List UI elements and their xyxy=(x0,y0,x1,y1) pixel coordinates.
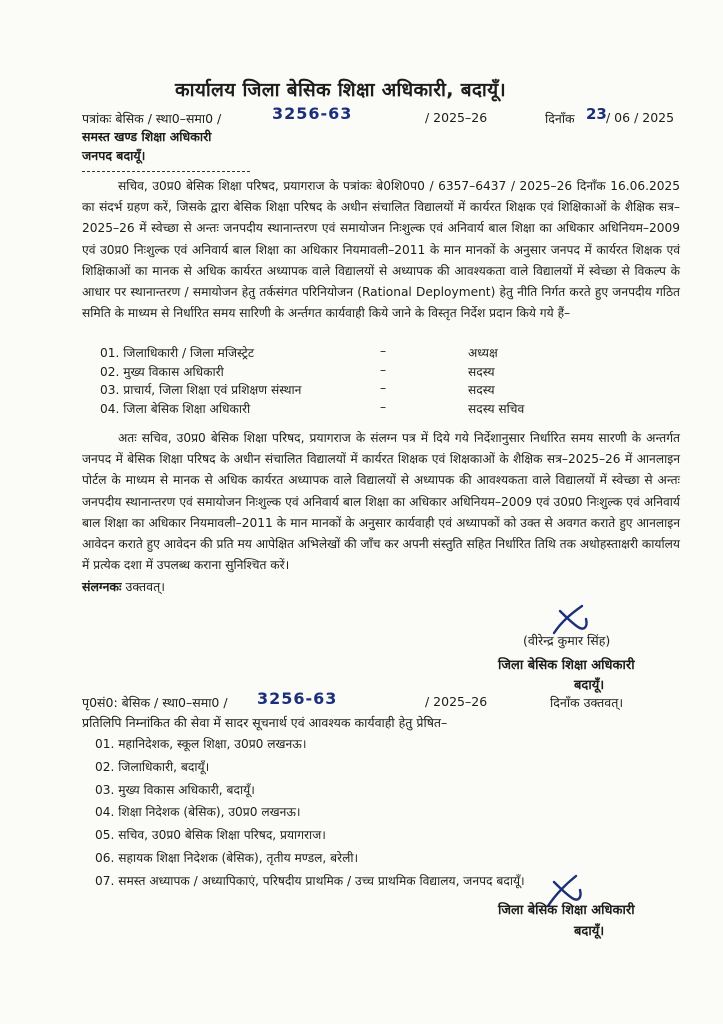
recipient-item: 04. शिक्षा निदेशक (बेसिक), उ0प्र0 लखनऊ। xyxy=(95,805,301,820)
signatory-place: बदायूँ। xyxy=(574,678,605,693)
date-rest: / 06 / 2025 xyxy=(606,110,675,125)
recipient-item: 05. सचिव, उ0प्र0 बेसिक शिक्षा परिषद, प्रयागराज। xyxy=(95,828,326,843)
addressee-divider xyxy=(82,171,250,172)
copy-date: दिनाँक उक्तवत्। xyxy=(550,695,624,710)
copy-intro: प्रतिलिपि निम्नांकित की सेवा में सादर सूचनार्थ एवं आवश्यक कार्यवाही हेतु प्रेषित– xyxy=(82,715,448,730)
recipient-item: 03. मुख्य विकास अधिकारी, बदायूँ। xyxy=(95,782,255,797)
body-paragraph-2-text: अतः सचिव, उ0प्र0 बेसिक शिक्षा परिषद, प्रयागराज के संलग्न पत्र में दिये गये निर्देशानुसार निर्धारित समय सारणी के अन्तर्गत जनपद में बेसिक शिक्षा परिषद के अधीन संचालित विद्यालयों में कार्यरत शिक्षक एवं शिक्षकाओं के शैक्षिक सत्र–2025–26 में आनलाइन पोर्टल के माध्यम से मानक से अधिक कार्यरत अध्यापक वाले विद्यालयों से अध्यापक की आवश्यकता वाले विद्यालयों में स्वेच्छा से अन्तः जनपदीय स्थानान्तरण एवं समायोजन निःशुल्क एवं अनिवार्य बाल शिक्षा का अधिकार अधिनियम–2009 एवं उ0प्र0 निःशुल्क एवं अनिवार्य बाल शिक्षा का अधिकार नियमावली–2011 के मान मानकों के अनुसार कार्यवाही एवं अध्यापकों को उक्त से अवगत कराते हुए आनलाइन आवेदन कराते हुए आवेदन की प्रति मय आपेक्षित अभिलेखों की जाँच कर अपनी संस्तुति सहित निर्धारित तिथि तक अधोहस्ताक्षरी कार्यालय में प्रत्येक दशा में उपलब्ध कराना सुनिश्चित करें। xyxy=(82,431,680,573)
signatory-name: (वीरेन्द्र कुमार सिंह) xyxy=(523,633,611,648)
recipient-item: 01. महानिदेशक, स्कूल शिक्षा, उ0प्र0 लखनऊ। xyxy=(95,737,307,751)
recipient-item: 07. समस्त अध्यापक / अध्यापिकाएं, परिषदीय प्राथमिक / उच्च प्राथमिक विद्यालय, जनपद बदायूँ। xyxy=(95,873,525,888)
addressee-line2: जनपद बदायूँ। xyxy=(82,148,146,163)
committee-row xyxy=(100,381,680,400)
member-role: सदस्य xyxy=(468,383,495,397)
copy-patrank-label: पृ0सं0: बेसिक / स्था0–समा0 / xyxy=(82,695,228,710)
member-name: 04. जिला बेसिक शिक्षा अधिकारी xyxy=(100,401,251,416)
committee-row xyxy=(100,400,680,419)
member-name: 02. मुख्य विकास अधिकारी xyxy=(100,364,224,379)
date-label: दिनाँक xyxy=(545,111,575,126)
member-dash: – xyxy=(380,362,387,377)
patrank-label: पत्रांकः बेसिक / स्था0–समा0 / xyxy=(82,111,222,126)
copy-patrank-number-handwritten: 3256-63 xyxy=(257,689,338,708)
office-title: कार्यालय जिला बेसिक शिक्षा अधिकारी, बदायूँ। xyxy=(175,79,506,101)
member-role: अध्यक्ष xyxy=(468,346,498,360)
addressee-line1: समस्त खण्ड शिक्षा अधिकारी xyxy=(82,129,212,144)
member-name: 03. प्राचार्य, जिला शिक्षा एवं प्रशिक्षण संस्थान xyxy=(100,383,302,397)
member-dash: – xyxy=(380,399,387,414)
body-paragraph-1 xyxy=(82,176,680,324)
signatory-place-2: बदायूँ। xyxy=(574,924,605,939)
committee-row xyxy=(100,363,680,382)
committee-list xyxy=(100,344,680,418)
member-role: सदस्य xyxy=(468,364,495,379)
patrank-year: / 2025–26 xyxy=(425,110,488,125)
committee-row xyxy=(100,344,680,363)
recipient-item: 06. सहायक शिक्षा निदेशक (बेसिक), तृतीय मण्डल, बरेली। xyxy=(95,850,359,865)
patrank-number-handwritten: 3256-63 xyxy=(272,104,353,123)
member-role: सदस्य सचिव xyxy=(468,401,525,416)
enclosure-label: संलग्नकः xyxy=(82,579,122,594)
member-dash: – xyxy=(380,344,387,358)
member-dash: – xyxy=(380,381,387,395)
body-paragraph-1-text: सचिव, उ0प्र0 बेसिक शिक्षा परिषद, प्रयागराज के पत्रांकः बे0शि0प0 / 6357–6437 / 2025–26 दिनाँक 16.06.2025 का संदर्भ ग्रहण करें, जिसके द्वारा बेसिक शिक्षा परिषद के अधीन संचालित विद्यालयों में कार्यरत शिक्षक एवं शिक्षिकाओं के शैक्षिक सत्र–2025–26 में स्वेच्छा से अन्तः जनपदीय स्थानान्तरण एवं समायोजन निःशुल्क एवं अनिवार्य बाल शिक्षा का अधिकार अधिनियम–2009 एवं उ0प्र0 निःशुल्क एवं अनिवार्य बाल शिक्षा का अधिकार नियमावली–2011 के मान मानकों के अनुसार जनपद में कार्यरत शिक्षक एवं शिक्षिकाओं का मानक से अधिक कार्यरत अध्यापक वाले विद्यालयों से अध्यापक की आवश्यकता वाले विद्यालयों में स्वेच्छा से विकल्प के आधार पर स्थानान्तरण / समायोजन हेतु तर्कसंगत परिनियोजन (Rational Deployment) हेतु नीति निर्गत करते हुए जनपदीय गठित समिति के माध्यम से निर्धारित समय सारिणी के अर्न्तगत कार्यवाही किये जाने के विस्तृत निर्देश प्रदान किये गये हैं– xyxy=(82,179,680,321)
member-name: 01. जिलाधिकारी / जिला मजिस्ट्रेट xyxy=(100,346,255,360)
enclosure-line xyxy=(82,578,165,595)
signatory-designation-2: जिला बेसिक शिक्षा अधिकारी xyxy=(498,903,635,918)
signatory-designation: जिला बेसिक शिक्षा अधिकारी xyxy=(498,658,635,673)
date-day-handwritten: 23 xyxy=(586,105,607,123)
copy-year: / 2025–26 xyxy=(425,694,488,709)
body-paragraph-2 xyxy=(82,428,680,576)
recipient-item: 02. जिलाधिकारी, बदायूँ। xyxy=(95,759,210,774)
copy-recipient-list xyxy=(95,735,525,895)
enclosure-value: उक्तवत्। xyxy=(125,579,165,594)
